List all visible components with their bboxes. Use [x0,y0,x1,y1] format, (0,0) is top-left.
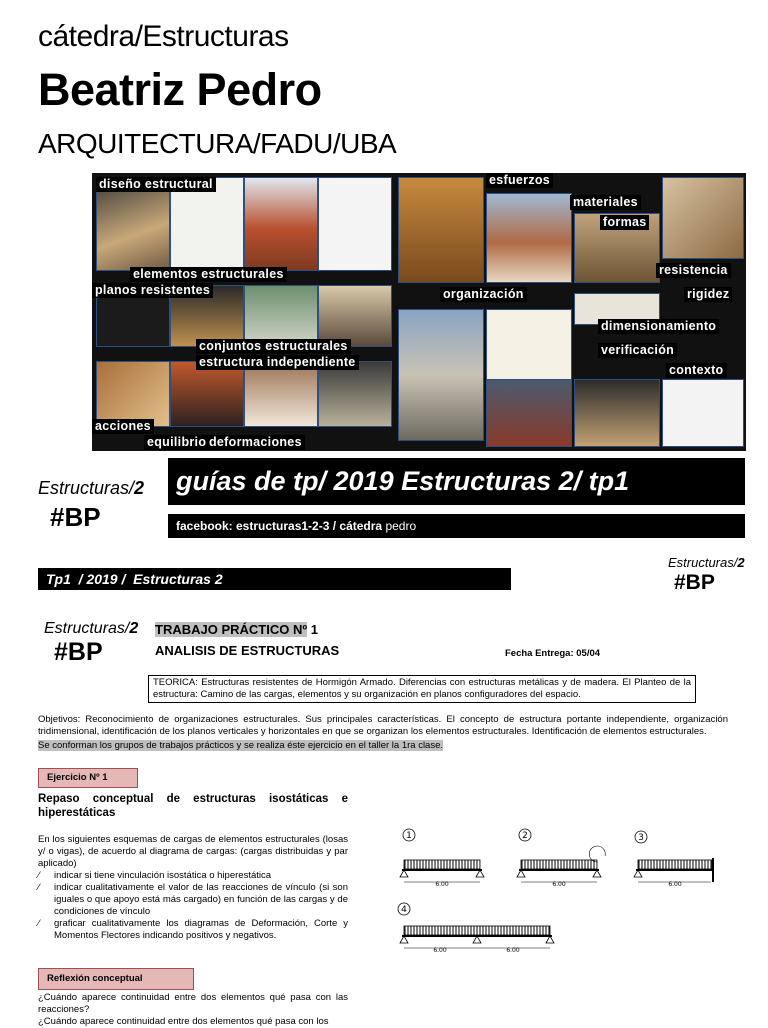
support [593,870,601,877]
collage-label: resistencia [656,263,731,278]
catedra-title: cátedra/Estructuras [38,20,289,53]
distributed-load [404,926,550,935]
guide-banner: guías de tp/ 2019 Estructuras 2/ tp1 [168,458,745,505]
span-label: 6.00 [668,881,682,888]
tp-subtitle: ANALISIS DE ESTRUCTURAS [155,643,340,658]
collage-label: equilibrio [144,435,209,450]
support [400,936,408,943]
brand-estructuras: Estructuras/2 [44,620,139,637]
tp-bar: Tp1 / 2019 / Estructuras 2 [38,568,511,590]
beam-diagrams [395,822,725,962]
collage-label: rigidez [684,287,732,302]
brand-bp: #BP [54,638,103,666]
collage-label: verificación [598,343,677,358]
reflection-question: ¿Cuándo aparece continuidad entre dos elementos qué pasa con los [38,1016,329,1027]
exercise-intro: En los siguientes esquemas de cargas de elementos estructurales (losas y/ o vigas), de acuerdo al diagrama de cargas: (cargas distribuidas y par aplicado) [38,834,348,869]
brand-bp: #BP [674,571,715,594]
collage-label: contexto [666,363,727,378]
exercise-label: Ejercicio Nº 1 [38,768,138,788]
professor-name: Beatriz Pedro [38,64,322,115]
exercise-title: Repaso conceptual de estructuras isostáticas e hiperestáticas [38,793,348,819]
span-label: 6.00 [552,881,566,888]
span-label: 6.00 [506,947,520,954]
collage-label: esfuerzos [486,173,553,188]
groups-note: Se conforman los grupos de trabajos prácticos y se realiza éste ejercicio en el taller la 1ra clase. [38,740,444,751]
collage-label: acciones [92,419,154,434]
collage-label: estructura independiente [196,355,359,370]
collage-label: formas [600,215,649,230]
diagram-number: 2 [522,831,528,841]
photo-collage [92,173,746,451]
collage-label: organización [440,287,527,302]
collage-label: conjuntos estructurales [196,339,351,354]
reflection-question: ¿Cuándo aparece continuidad entre dos elementos qué pasa con las reacciones? [38,992,348,1015]
tp-title: TRABAJO PRÁCTICO Nº 1 [155,622,318,637]
diagram-number: 4 [401,905,407,915]
span-label: 6.00 [435,881,449,888]
collage-label: deformaciones [206,435,305,450]
collage-label: elementos estructurales [130,267,287,282]
brand-estructuras: Estructuras/2 [668,555,745,570]
distributed-load [521,860,597,869]
facebook-line: facebook: estructuras1-2-3 / cátedra pedro [168,514,745,538]
objectives: Objetivos: Reconocimiento de organizaciones estructurales. Sus principales características. El concepto de estructura portante independiente, organización tridimensional, identificación de los planos verticales y horizontales en que se organizan los elementos estructurales. Identificación de elementos estructurales. [38,714,728,737]
support [400,870,408,877]
collage-label: planos resistentes [92,283,213,298]
teorica-box: TEORICA: Estructuras resistentes de Hormigón Armado. Diferencias con estructuras metálicas y de madera. El Planteo de la estructura: Camino de las cargas, elementos y su organización en planos configuradores del espacio. [148,675,696,703]
due-date: Fecha Entrega: 05/04 [505,648,601,659]
exercise-item: ⁄ graficar cualitativamente los diagramas de Deformación, Corte y Momentos Flectores indicando positivos y negativos. [38,918,348,942]
exercise-item: ⁄ indicar cualitativamente el valor de las reacciones de vínculo (si son iguales o que apoyo está más cargado) en función de las cargas y de condiciones de vínculo [38,882,348,918]
support [546,936,554,943]
support [476,870,484,877]
support [634,870,642,877]
distributed-load [638,860,712,869]
brand-bp: #BP [50,502,101,532]
diagram-number: 3 [638,833,644,843]
span-label: 6.00 [433,947,447,954]
exercise-list [38,870,348,942]
support [473,936,481,943]
collage-label: materiales [570,195,641,210]
diagram-number: 1 [406,831,412,841]
collage-label: dimensionamiento [598,319,719,334]
institution: ARQUITECTURA/FADU/UBA [38,128,397,159]
reflection-label: Reflexión conceptual [38,968,194,990]
exercise-item: ⁄ indicar si tiene vinculación isostática o hiperestática [38,870,348,882]
distributed-load [404,860,480,869]
brand-estructuras: Estructuras/2 [38,478,145,498]
collage-label: diseño estructural [96,177,216,192]
support [517,870,525,877]
